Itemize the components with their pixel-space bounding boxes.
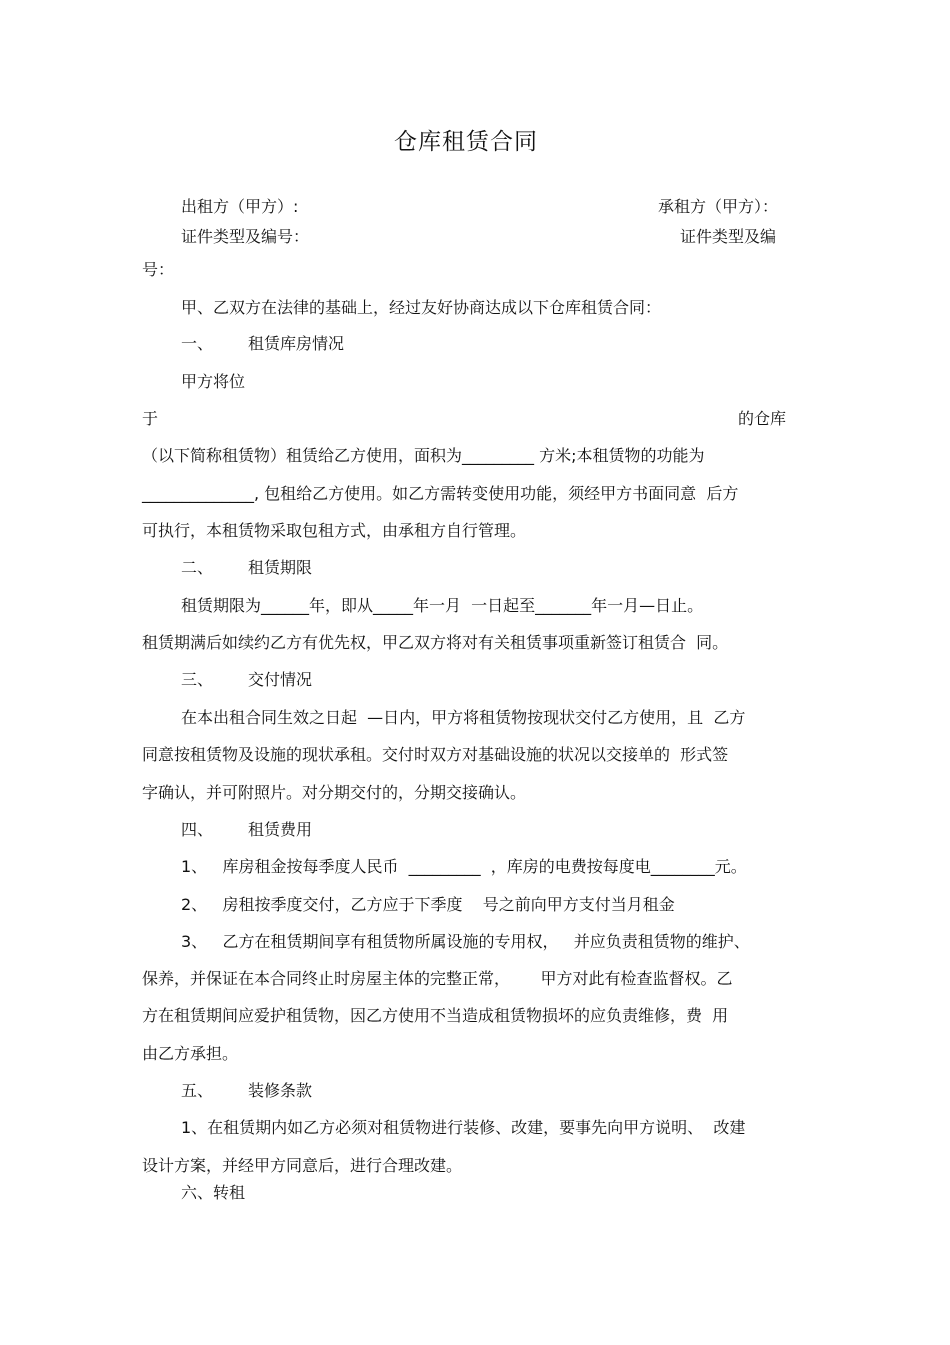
- id-type-right: 证件类型及编: [680, 227, 777, 246]
- section-3-number: 三、: [181, 670, 214, 689]
- section-4-title: 租赁费用: [248, 820, 313, 839]
- section-1-line-3: （以下简称租赁物）租赁给乙方使用，面积为_________ 方米;本租赁物的功能为: [142, 446, 705, 465]
- section-4-line-5: 方在租赁期间应爱护租赁物，因乙方使用不当造成租赁物损坏的应负责维修，费 用: [142, 1006, 729, 1025]
- section-4-line-2: 2、 房租按季度交付，乙方应于下季度 号之前向甲方支付当月租金: [181, 895, 675, 914]
- id-type-left: 证件类型及编号：: [181, 227, 310, 246]
- section-2-line-2: 租赁期满后如续约乙方有优先权，甲乙双方将对有关租赁事项重新签订租赁合 同。: [142, 633, 729, 652]
- section-4-number: 四、: [181, 820, 214, 839]
- section-1-line-2a: 于: [142, 409, 159, 428]
- section-5-number: 五、: [181, 1081, 214, 1100]
- section-5-line-2: 设计方案，并经甲方同意后，进行合理改建。: [142, 1156, 463, 1175]
- section-3-line-2: 同意按租赁物及设施的现状承租。交付时双方对基础设施的状况以交接单的 形式签: [142, 745, 729, 764]
- section-4-line-1: 1、 库房租金按每季度人民币 _________ ，库房的电费按每度电________元。: [181, 857, 747, 876]
- section-3-line-3: 字确认，并可附照片。对分期交付的，分期交接确认。: [142, 783, 527, 802]
- section-2-line-1: 租赁期限为______年，即从_____年一月 一日起至_______年一月—日止。: [181, 596, 704, 615]
- section-2-title: 租赁期限: [248, 558, 313, 577]
- id-type-right-wrap: 号：: [142, 260, 175, 279]
- section-4-line-3: 3、 乙方在租赁期间享有租赁物所属设施的专用权， 并应负责租赁物的维护、: [181, 932, 750, 951]
- section-4-line-4: 保养，并保证在本合同终止时房屋主体的完整正常， 甲方对此有检查监督权。乙: [142, 969, 733, 988]
- lessee-label: 承租方（甲方）：: [658, 197, 779, 216]
- section-1-line-1: 甲方将位: [181, 372, 246, 391]
- section-5-title: 装修条款: [248, 1081, 313, 1100]
- section-1-line-5: 可执行，本租赁物采取包租方式，由承租方自行管理。: [142, 521, 527, 540]
- section-2-number: 二、: [181, 558, 214, 577]
- lessor-label: 出租方（甲方）:: [181, 197, 299, 216]
- page-title: 仓库租赁合同: [394, 129, 538, 155]
- intro-paragraph: 甲、乙双方在法律的基础上，经过友好协商达成以下仓库租赁合同：: [181, 298, 662, 317]
- section-3-title: 交付情况: [248, 670, 313, 689]
- section-1-title: 租赁库房情况: [248, 334, 345, 353]
- section-1-number: 一、: [181, 334, 214, 353]
- section-5-line-1: 1、在租赁期内如乙方必须对租赁物进行装修、改建，要事先向甲方说明、 改建: [181, 1118, 746, 1137]
- section-6-heading: 六、转租: [181, 1183, 246, 1202]
- section-3-line-1: 在本出租合同生效之日起 —日内，甲方将租赁物按现状交付乙方使用，且 乙方: [181, 708, 746, 727]
- section-1-line-2b: 的仓库: [738, 409, 787, 428]
- section-1-line-4: ______________, 包租给乙方使用。如乙方需转变使用功能，须经甲方书面同意 后方: [142, 484, 739, 503]
- section-4-line-6: 由乙方承担。: [142, 1044, 239, 1063]
